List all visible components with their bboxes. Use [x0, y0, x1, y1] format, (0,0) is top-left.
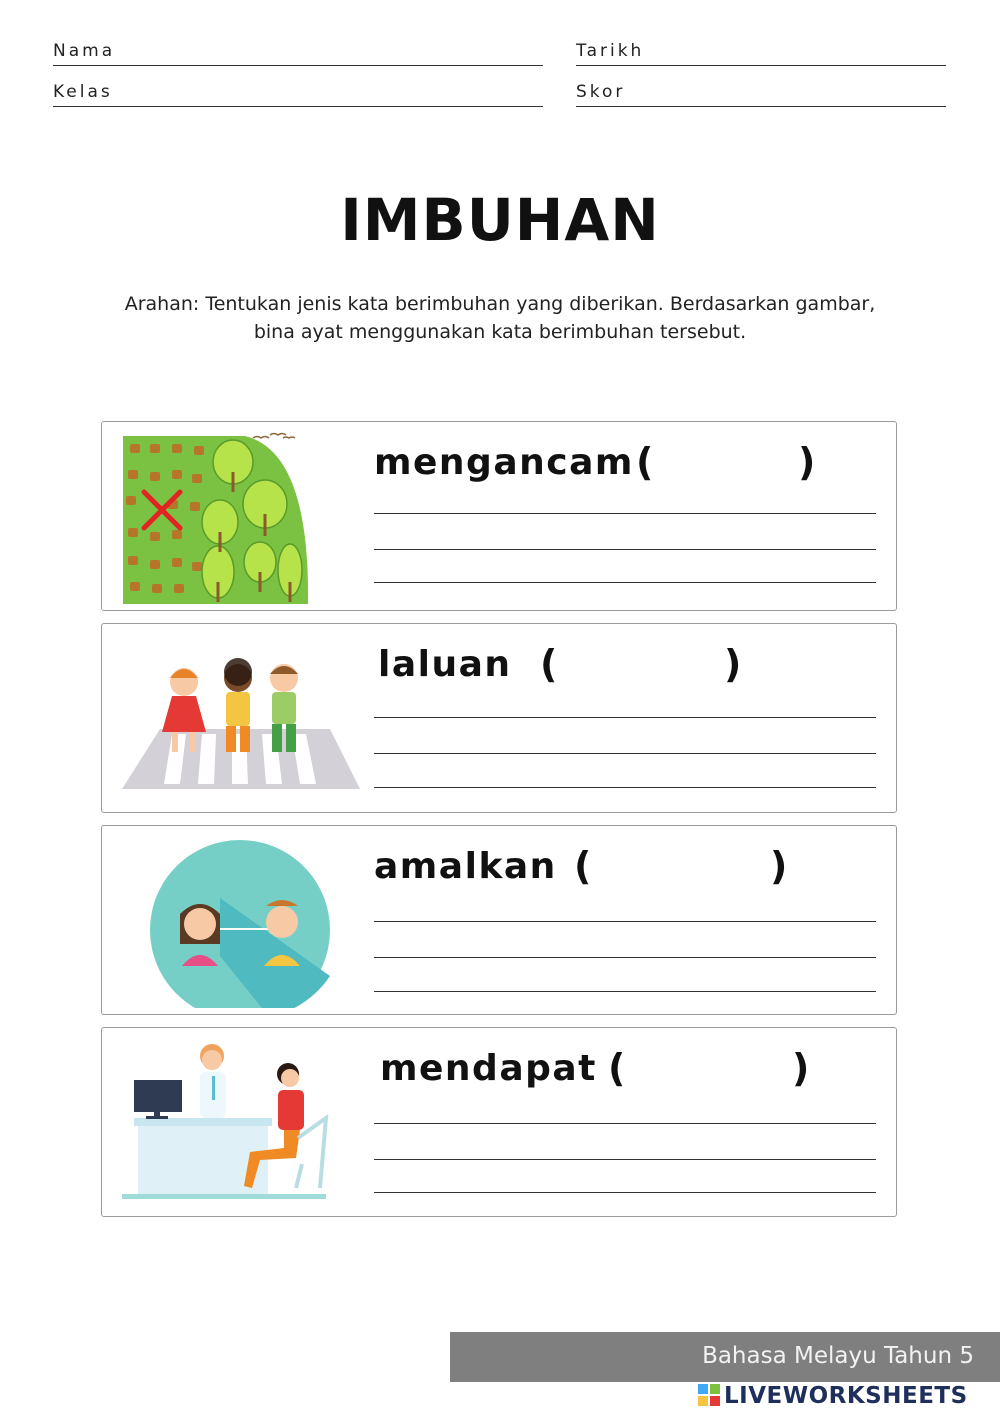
sentence-line-2[interactable]	[374, 1134, 876, 1160]
close-paren: )	[770, 844, 788, 888]
skor-label: Skor	[576, 82, 626, 102]
close-paren: )	[724, 642, 742, 686]
sentence-line-3[interactable]	[374, 966, 876, 992]
open-paren: (	[636, 440, 654, 484]
word-type-input[interactable]	[662, 446, 792, 480]
worksheet-title: IMBUHAN	[340, 186, 660, 254]
doctor-consultation-illustration	[120, 1038, 360, 1210]
word-label: laluan	[378, 644, 512, 685]
subject-banner	[450, 1332, 1000, 1382]
word-row	[374, 644, 894, 688]
sentence-line-2[interactable]	[374, 932, 876, 958]
word-label: amalkan	[374, 846, 557, 887]
skor-input[interactable]	[656, 82, 946, 104]
kelas-input[interactable]	[133, 82, 543, 104]
word-row	[374, 846, 894, 890]
nama-field	[53, 36, 543, 66]
open-paren: (	[540, 642, 558, 686]
word-row	[374, 442, 894, 486]
sentence-line-2[interactable]	[374, 524, 876, 550]
brand-name: LIVEWORKSHEETS	[724, 1383, 968, 1409]
deforestation-illustration	[120, 432, 360, 604]
subject-label: Bahasa Melayu Tahun 5	[702, 1343, 974, 1369]
tarikh-label: Tarikh	[576, 41, 645, 61]
sentence-line-3[interactable]	[374, 762, 876, 788]
sentence-line-1[interactable]	[374, 896, 876, 922]
open-paren: (	[574, 844, 592, 888]
open-paren: (	[608, 1046, 626, 1090]
tarikh-input[interactable]	[656, 41, 946, 63]
sentence-line-3[interactable]	[374, 557, 876, 583]
question-card-amalkan	[101, 825, 897, 1015]
children-crossing-illustration	[120, 634, 360, 806]
question-card-laluan	[101, 623, 897, 813]
social-distancing-illustration	[120, 836, 360, 1008]
liveworksheets-logo-icon	[698, 1384, 720, 1406]
nama-label: Nama	[53, 41, 116, 61]
kelas-field	[53, 77, 543, 107]
sentence-line-3[interactable]	[374, 1167, 876, 1193]
nama-input[interactable]	[133, 41, 543, 63]
word-type-input[interactable]	[566, 648, 716, 682]
kelas-label: Kelas	[53, 82, 113, 102]
word-row	[374, 1048, 894, 1092]
question-card-mengancam	[101, 421, 897, 611]
word-type-input[interactable]	[634, 1052, 794, 1086]
liveworksheets-logo	[698, 1383, 994, 1407]
close-paren: )	[798, 440, 816, 484]
word-label: mendapat	[380, 1048, 597, 1089]
close-paren: )	[792, 1046, 810, 1090]
tarikh-field	[576, 36, 946, 66]
instructions-text: Arahan: Tentukan jenis kata berimbuhan yang diberikan. Berdasarkan gambar, bina ayat menggunakan kata berimbuhan tersebut.	[124, 293, 876, 343]
word-type-input[interactable]	[600, 850, 760, 884]
sentence-line-2[interactable]	[374, 728, 876, 754]
sentence-line-1[interactable]	[374, 488, 876, 514]
sentence-line-1[interactable]	[374, 1098, 876, 1124]
question-card-mendapat	[101, 1027, 897, 1217]
sentence-line-1[interactable]	[374, 692, 876, 718]
word-label: mengancam	[374, 442, 634, 483]
skor-field	[576, 77, 946, 107]
